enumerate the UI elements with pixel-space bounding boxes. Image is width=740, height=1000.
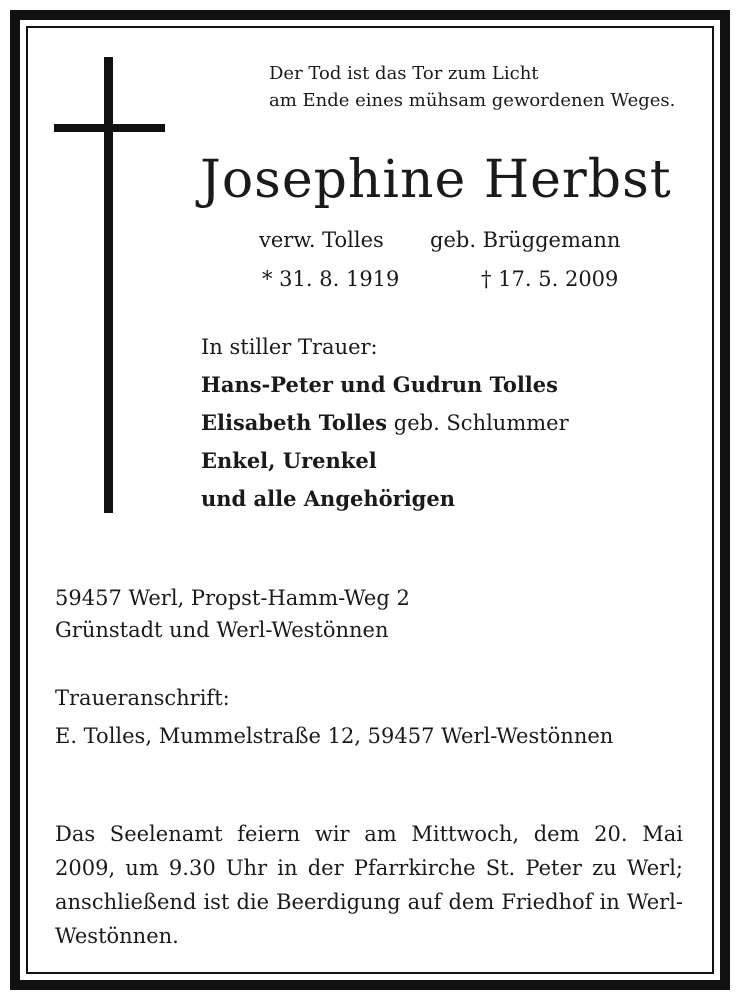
- mourner-line: Enkel, Urenkel: [201, 448, 377, 473]
- mourner-line: Hans-Peter und Gudrun Tolles: [201, 372, 558, 397]
- address-line: 59457 Werl, Propst-Hamm-Weg 2: [55, 586, 410, 610]
- mourner-line: [201, 404, 569, 442]
- deceased-name: Josephine Herbst: [200, 150, 672, 210]
- mourner-maiden-name: geb. Schlummer: [387, 411, 569, 435]
- mourning-address-label: Traueranschrift:: [55, 686, 230, 710]
- mourners-list: [201, 328, 569, 518]
- residence-address: [55, 582, 410, 646]
- motto-quote: [269, 60, 675, 114]
- address-line: Grünstadt und Werl-Westönnen: [55, 618, 389, 642]
- widowed-name: verw. Tolles: [259, 228, 384, 252]
- mourners-heading: In stiller Trauer:: [201, 335, 378, 359]
- cross-icon-beam: [54, 124, 165, 132]
- motto-line-2: am Ende eines mühsam gewordenen Weges.: [269, 90, 676, 111]
- mourning-address-value: E. Tolles, Mummelstraße 12, 59457 Werl-Westönnen: [55, 724, 614, 748]
- mourning-address: [55, 679, 613, 755]
- mourner-name: Elisabeth Tolles: [201, 410, 388, 435]
- motto-line-1: Der Tod ist das Tor zum Licht: [269, 63, 539, 84]
- birth-date: * 31. 8. 1919: [262, 267, 400, 291]
- funeral-notice: Das Seelenamt feiern wir am Mittwoch, dem 20. Mai 2009, um 9.30 Uhr in der Pfarrkirche St. Peter zu Werl; anschließend ist die Beerdigung auf dem Friedhof in Werl-Westönnen.: [55, 822, 683, 948]
- mourner-line: und alle Angehörigen: [201, 486, 455, 511]
- maiden-name: geb. Brüggemann: [430, 228, 621, 252]
- death-date: † 17. 5. 2009: [481, 267, 619, 291]
